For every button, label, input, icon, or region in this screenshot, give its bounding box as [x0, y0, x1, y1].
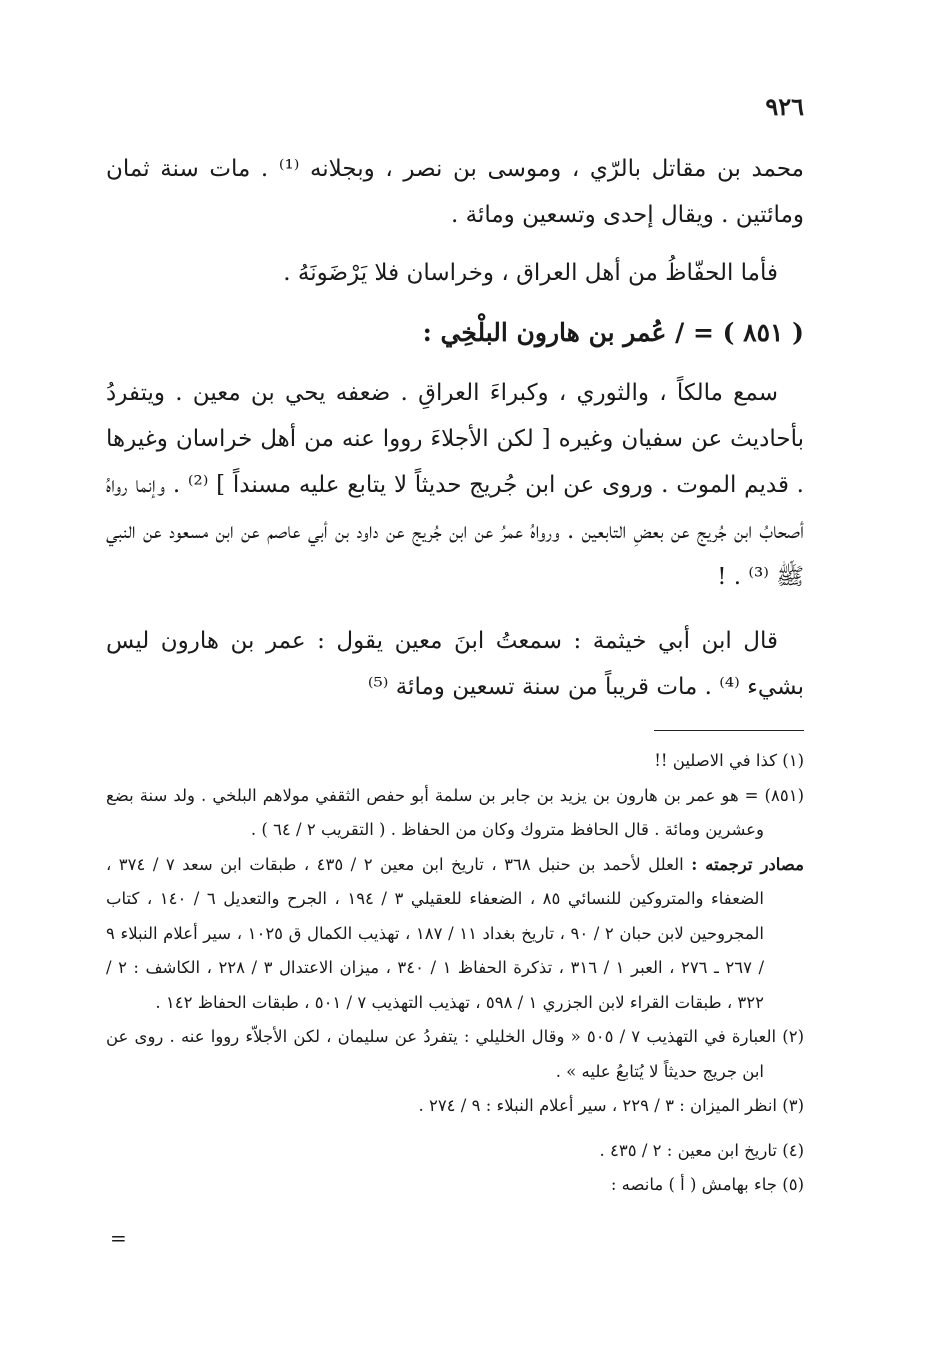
- footnote-sources: [106, 848, 804, 1021]
- paragraph-3: سمع مالكاً ، والثوري ، وكبراءَ العراقِ . ضعفه يحي بن معين . ويتفردُ بأحاديث عن سفيان وغيره [ لكن الأجلاءَ رووا عنه من أهل خراسان وغيرها . قديم الموت . وروى عن ابن جُريج حديثاً لا يتابع عليه مسنداً ] ⁽²⁾ . وإنما رواهُ أصحابُ ابن جُريج عن بعضِ التابعين . ورواهُ عمرُ عن ابن جُريج عن داود بن أبي عاصم عن ابن مسعود عن النبي ﷺ ⁽³⁾ . !: [106, 380, 804, 590]
- paragraph-2: فأما الحفّاظُ من أهل العراق ، وخراسان فلا يَرْضَونَهُ .: [283, 260, 778, 286]
- footnote-1: (١) كذا في الاصلين !!: [654, 751, 804, 770]
- continuation-mark: =: [110, 1226, 127, 1250]
- entry-heading: ( ٨٥١ ) = / عُمر بن هارون البلْخِي :: [422, 318, 804, 347]
- footnote-851: (٨٥١) = هو عمر بن هارون بن يزيد بن جابر بن سلمة أبو حفص الثقفي مولاهم البلخي . ولد سنة بضع وعشرين ومائة . قال الحافظ متروك وكان من الحفاظ . ( التقريب ٢ / ٦٤ ) .: [106, 785, 804, 839]
- footnote-4: (٤) تاريخ ابن معين : ٢ / ٤٣٥ .: [599, 1140, 804, 1160]
- footnotes: [106, 744, 804, 1203]
- sources-text: العلل لأحمد بن حنبل ٣٦٨ ، تاريخ ابن معين ٢ / ٤٣٥ ، طبقات ابن سعد ٧ / ٣٧٤ ، الضعفاء والمتروكين للنسائي ٨٥ ، الضعفاء للعقيلي ٣ / ١٩٤ ، الجرح والتعديل ٦ / ١٤٠ ، كتاب المجروحين لابن حبان ٢ / ٩٠ ، تاريخ بغداد ١١ / ١٨٧ ، تهذيب الكمال ق ١٠٢٥ ، سير أعلام النبلاء ٩ / ٢٦٧ ـ ٢٧٦ ، العبر ١ / ٣١٦ ، تذكرة الحفاظ ١ / ٣٤٠ ، ميزان الاعتدال ٣ / ٢٢٨ ، الكاشف : ٢ / ٣٢٢ ، طبقات القراء لابن الجزري ١ / ٥٩٨ ، تهذيب التهذيب ٧ / ٥٠١ ، طبقات الحفاظ ١٤٢ .: [106, 854, 765, 1012]
- main-text: [106, 146, 804, 710]
- footnote-3: (٣) انظر الميزان : ٣ / ٢٢٩ ، سير أعلام النبلاء : ٩ / ٢٧٤ .: [418, 1096, 804, 1115]
- page-number: ٩٢٦: [765, 92, 804, 121]
- footnote-5: (٥) جاء بهامش ( أ ) مانصه :: [610, 1175, 804, 1194]
- footnote-2: (٢) العبارة في التهذيب ٧ / ٥٠٥ « وقال الخليلي : يتفردُ عن سليمان ، لكن الأجلاّء رووا عنه . روى عن ابن جريج حديثاً لا يُتابعُ عليه » .: [106, 1027, 804, 1081]
- paragraph-4: قال ابن أبي خيثمة : سمعتُ ابنَ معين يقول : عمر بن هارون ليس بشيء ⁽⁴⁾ . مات قريباً من سنة تسعين ومائة ⁽⁵⁾: [106, 628, 804, 700]
- paragraph-1: محمد بن مقاتل بالرّي ، وموسى بن نصر ، وبجلانه ⁽¹⁾ . مات سنة ثمان ومائتين . ويقال إحدى وتسعين ومائة .: [106, 156, 805, 228]
- footnote-separator: [654, 730, 804, 731]
- sources-label: مصادر ترجمته :: [691, 854, 804, 874]
